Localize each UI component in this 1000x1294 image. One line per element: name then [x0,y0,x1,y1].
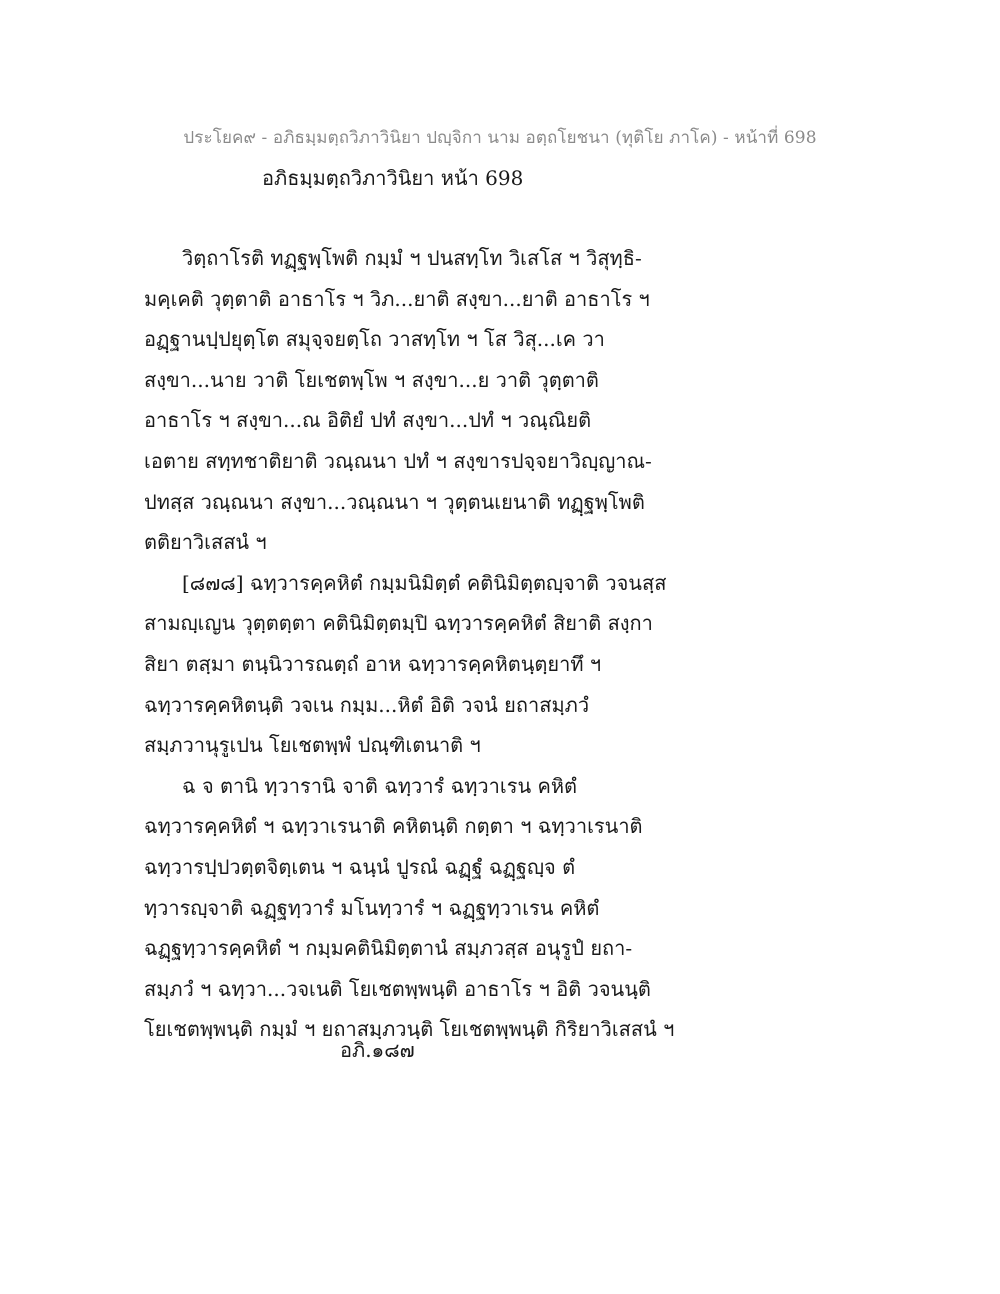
running-header: ประโยค๙ - อภิธมฺมตฺถวิภาวินิยา ปญฺจิกา นาม อตฺถโยชนา (ทุติโย ภาโค) - หน้าที่ 698 [183,128,817,148]
text-line: สิยา ตสฺมา ตนฺนิวารณตฺถํ อาห ฉทฺวารคฺคหิตนฺตฺยาทึ ฯ [144,651,602,676]
text-line: สงฺขา...นาย วาติ โยเชตพฺโพ ฯ สงฺขา...ย วาติ วุตฺตาติ [144,367,599,392]
text-line: ฉทฺวารปฺปวตฺตจิตฺเตน ฯ ฉนฺนํ ปูรณํ ฉฏฺฐํ ฉฏฺฐญฺจ ตํ [144,854,576,879]
text-line: ฉทฺวารคฺคหิตํ ฯ ฉทฺวาเรนาติ คหิตนฺติ กตฺตา ฯ ฉทฺวาเรนาติ [144,814,643,839]
text-line: สมฺภวํ ฯ ฉทฺวา...วจเนติ โยเชตพฺพนฺติ อาธาโร ฯ อิติ วจนนฺติ [144,976,651,1001]
text-line: มคฺเคติ วุตฺตาติ อาธาโร ฯ วิภ...ยาติ สงฺขา...ยาติ อาธาโร ฯ [144,286,650,311]
text-line: โยเชตพฺพนฺติ กมฺมํ ฯ ยถาสมฺภวนฺติ โยเชตพฺพนฺติ กิริยาวิเสสนํ ฯ [144,1017,675,1042]
text-line: [๘๗๘] ฉทฺวารคฺคหิตํ กมฺมนิมิตฺตํ คตินิมิตฺตญฺจาติ วจนสฺส [182,570,667,595]
text-line: อฏฺฐานปฺปยุตฺโต สมุจฺจยตฺโถ วาสทฺโท ฯ โส วิสุ...เค วา [144,327,605,352]
footnote-reference: อภิ.๑๘๗ [340,1038,415,1062]
text-line: ตติยาวิเสสนํ ฯ [144,530,267,555]
text-line: สมฺภวานุรูเปน โยเชตพฺพํ ปณฺฑิเตนาติ ฯ [144,733,481,758]
text-line: ปทสฺส วณฺณนา สงฺขา...วณฺณนา ฯ วุตฺตนเยนาติ ทฏฺฐพฺโพติ [144,489,645,514]
text-line: วิตฺถาโรติ ทฏฺฐพฺโพติ กมฺมํ ฯ ปนสทฺโท วิเสโส ฯ วิสุทฺธิ- [182,246,642,270]
body-text [144,238,704,1050]
text-line: ฉทฺวารคฺคหิตนฺติ วจเน กมฺม...หิตํ อิติ วจนํ ยถาสมฺภวํ [144,692,590,717]
text-line: ทฺวารญฺจาติ ฉฏฺฐทฺวารํ มโนทฺวารํ ฯ ฉฏฺฐทฺวาเรน คหิตํ [144,895,600,920]
text-line: ฉ จ ตานิ ทฺวารานิ จาติ ฉทฺวารํ ฉทฺวาเรน คหิตํ [182,773,578,798]
text-line: ฉฏฺฐทฺวารคฺคหิตํ ฯ กมฺมคตินิมิตฺตานํ สมฺภวสฺส อนุรูปํ ยถา- [144,936,633,961]
text-line: อาธาโร ฯ สงฺขา...ณ อิติยํ ปทํ สงฺขา...ปทํ ฯ วณฺณิยติ [144,408,592,433]
book-title: อภิธมฺมตฺถวิภาวินิยา หน้า 698 [262,166,524,190]
text-line: เอตาย สทฺทชาติยาติ วณฺณนา ปทํ ฯ สงฺขารปจฺจยาวิญฺญาณ- [144,448,652,473]
text-line: สามญฺเญน วุตฺตตฺตา คตินิมิตฺตมฺปิ ฉทฺวารคฺคหิตํ สิยาติ สงฺกา [144,611,653,636]
